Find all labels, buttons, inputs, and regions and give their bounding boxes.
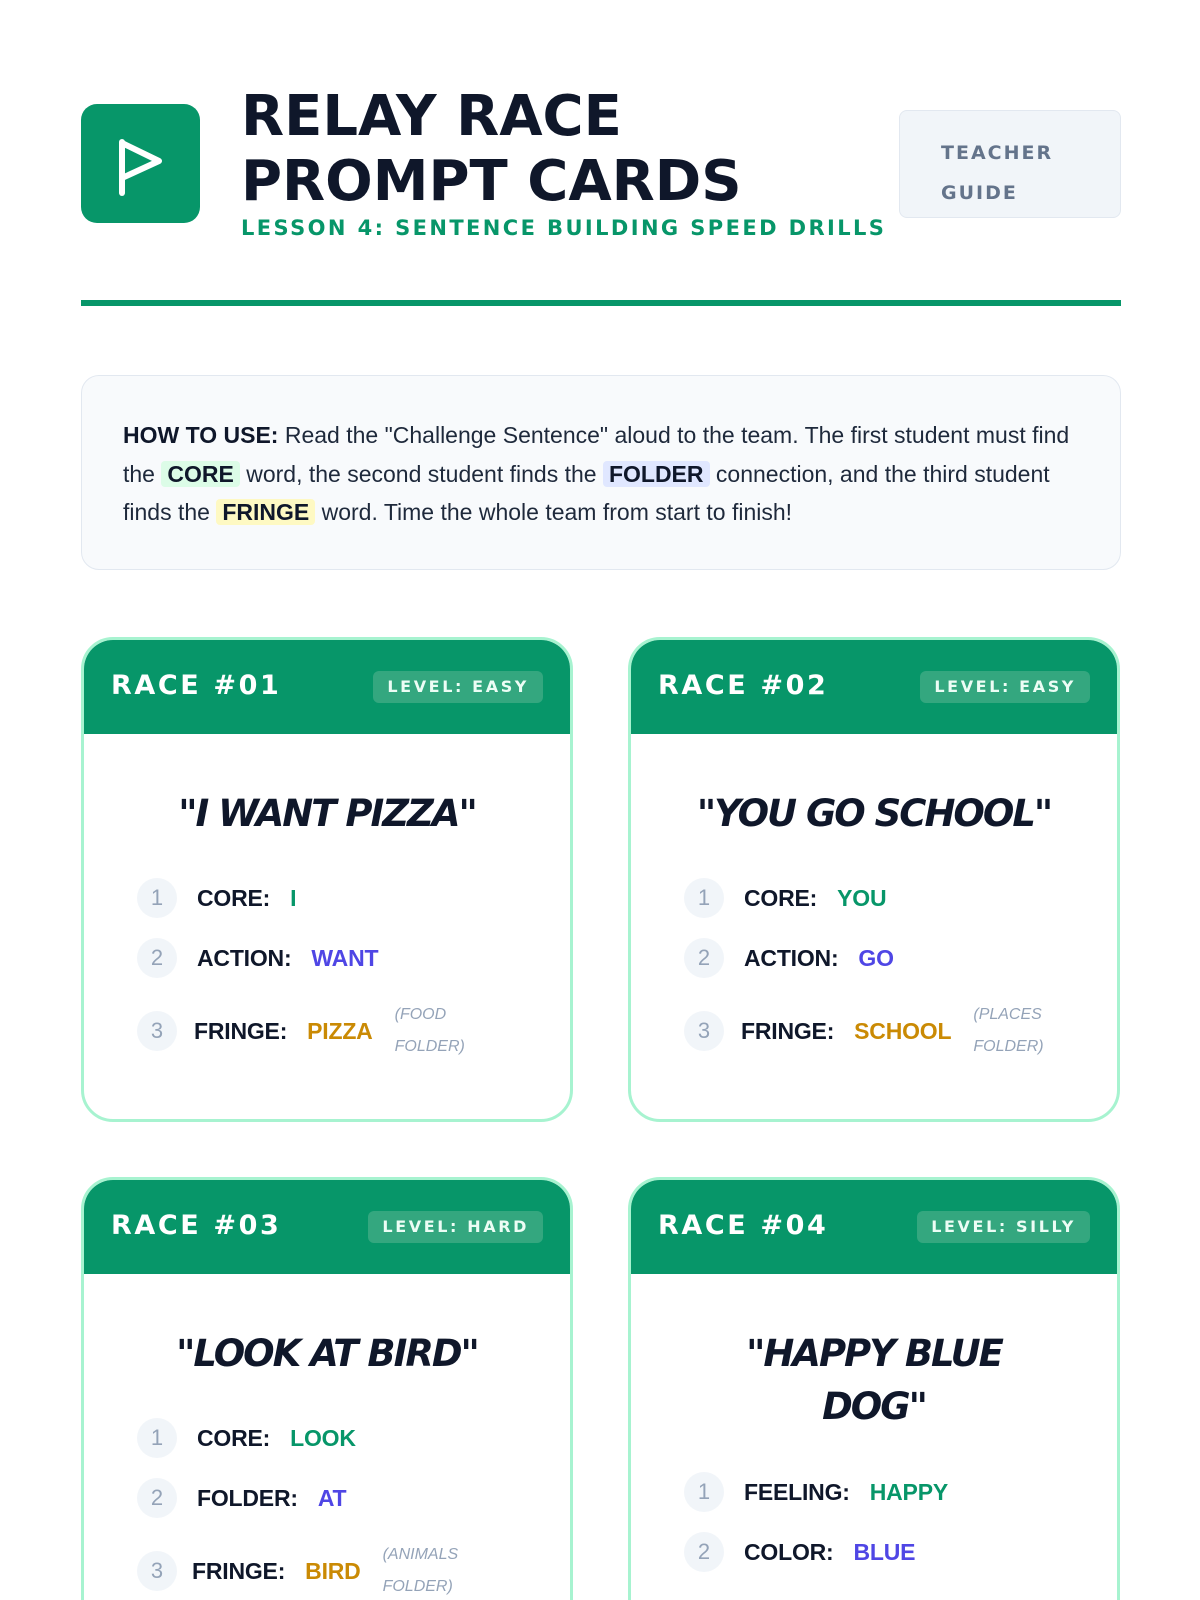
step-word: LOOK [290, 1424, 356, 1451]
page-subtitle: LESSON 4: SENTENCE BUILDING SPEED DRILLS [241, 216, 887, 240]
step-number: 1 [137, 878, 177, 918]
step-label: COLOR: [744, 1538, 834, 1565]
step-label: FRINGE: [741, 1017, 835, 1044]
step-number: 2 [137, 938, 177, 978]
teacher-guide-badge [899, 110, 1121, 218]
core-chip: CORE [161, 461, 239, 487]
level-badge: LEVEL: EASY [920, 671, 1090, 703]
folder-note: (FOOD FOLDER) [394, 1006, 465, 1055]
how-to-use-text-2: word, the second student finds the [239, 460, 603, 487]
step-row [137, 1006, 485, 1055]
step-row [684, 1006, 1063, 1055]
step-row [137, 1478, 346, 1518]
step-label: CORE: [197, 1424, 271, 1451]
fringe-chip: FRINGE [216, 499, 315, 525]
step-row [137, 1418, 356, 1458]
teacher-guide-label: TEACHER GUIDE [941, 142, 1054, 204]
how-to-use-text-4: word. Time the whole team from start to finish! [315, 499, 793, 525]
step-word: I [290, 884, 297, 911]
step-row [684, 878, 886, 918]
how-to-use-lead: HOW TO USE: [123, 422, 279, 448]
step-number: 3 [137, 1551, 177, 1591]
folder-note: (PLACES FOLDER) [973, 1006, 1044, 1055]
step-word: GO [858, 944, 894, 971]
step-word: AT [317, 1484, 347, 1511]
folder-chip: FOLDER [603, 461, 710, 487]
step-label: CORE: [744, 884, 818, 911]
race-number: RACE #03 [111, 1210, 282, 1241]
race-card-header [631, 640, 1117, 734]
level-badge: LEVEL: HARD [368, 1211, 543, 1243]
step-label: CORE: [197, 884, 271, 911]
step-word: WANT [311, 944, 379, 971]
step-label: ACTION: [744, 944, 839, 971]
step-number: 3 [137, 1011, 177, 1051]
step-number: 1 [684, 1472, 724, 1512]
step-word: BLUE [853, 1538, 916, 1565]
step-label: ACTION: [197, 944, 292, 971]
step-row [684, 1532, 915, 1572]
challenge-sentence: "HAPPY BLUE DOG" [746, 1332, 1002, 1428]
race-card-01 [81, 637, 573, 1122]
step-number: 2 [684, 1532, 724, 1572]
how-to-use-box [81, 375, 1121, 570]
race-card-02 [628, 637, 1120, 1122]
how-to-use-text-3: connection, and the third student finds the [123, 460, 1050, 525]
step-row [137, 878, 296, 918]
folder-note: (ANIMALS FOLDER) [382, 1546, 459, 1595]
race-card-03 [81, 1177, 573, 1600]
step-label: FRINGE: [192, 1557, 286, 1584]
header-divider [81, 300, 1121, 306]
race-number: RACE #01 [111, 670, 282, 701]
step-word: SCHOOL [854, 1017, 952, 1044]
race-card-header [84, 1180, 570, 1274]
step-number: 2 [137, 1478, 177, 1518]
step-label: FRINGE: [194, 1017, 288, 1044]
step-word: BIRD [305, 1557, 361, 1584]
level-badge: LEVEL: SILLY [917, 1211, 1090, 1243]
race-card-04 [628, 1177, 1120, 1600]
step-word: YOU [837, 884, 887, 911]
step-number: 2 [684, 938, 724, 978]
race-number: RACE #04 [658, 1210, 829, 1241]
step-row [684, 1472, 948, 1512]
step-row [684, 938, 894, 978]
step-label: FOLDER: [197, 1484, 298, 1511]
step-number: 1 [684, 878, 724, 918]
step-number: 3 [684, 1011, 724, 1051]
step-row [137, 938, 378, 978]
page-title: RELAY RACE PROMPT CARDS [241, 84, 742, 214]
race-number: RACE #02 [658, 670, 829, 701]
step-row [137, 1546, 473, 1595]
step-label: FEELING: [744, 1478, 850, 1505]
race-card-header [631, 1180, 1117, 1274]
level-badge: LEVEL: EASY [373, 671, 543, 703]
challenge-sentence: "LOOK AT BIRD" [176, 1332, 478, 1375]
flag-icon [81, 104, 200, 223]
step-number: 1 [137, 1418, 177, 1458]
step-word: PIZZA [307, 1017, 373, 1044]
challenge-sentence: "I WANT PIZZA" [178, 792, 476, 835]
step-word: HAPPY [869, 1478, 948, 1505]
how-to-use-text-1: Read the "Challenge Sentence" aloud to the team. The first student must find the [123, 422, 1070, 487]
challenge-sentence: "YOU GO SCHOOL" [696, 792, 1052, 835]
how-to-use-text [123, 416, 1080, 532]
race-card-header [84, 640, 570, 734]
